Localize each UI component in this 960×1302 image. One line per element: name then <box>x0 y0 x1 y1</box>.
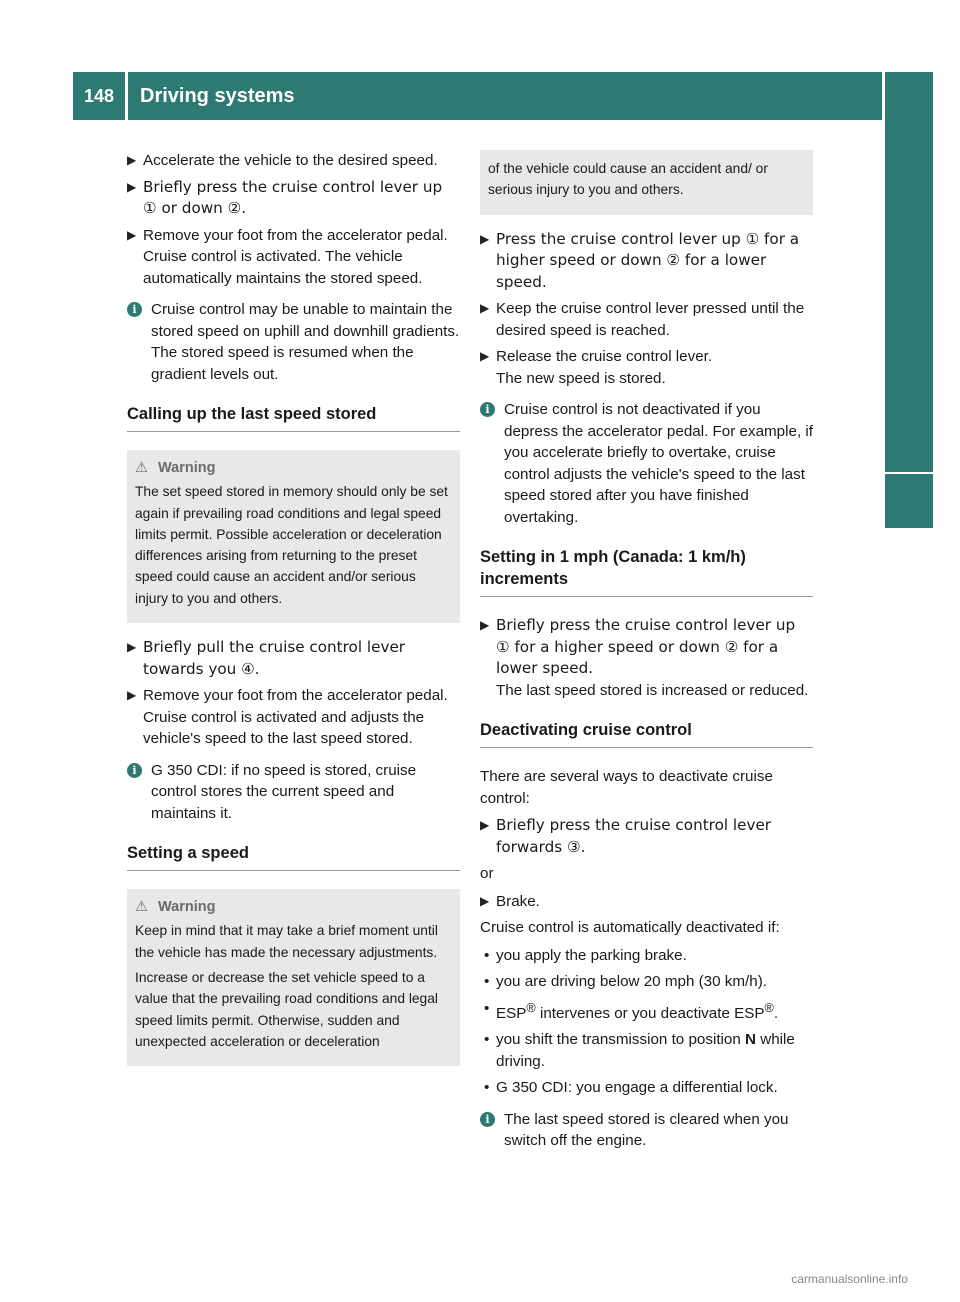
step <box>480 298 813 341</box>
section-heading: Setting a speed <box>127 842 460 871</box>
warning-box <box>127 889 460 1066</box>
info-icon: i <box>480 402 495 417</box>
step-arrow-icon: ▶ <box>127 640 137 655</box>
warning-triangle-icon: ⚠ <box>135 899 148 916</box>
left-column <box>127 150 460 1080</box>
step-result: The last speed stored is increased or reduced. <box>496 681 809 699</box>
step <box>127 150 460 172</box>
info-icon: i <box>480 1112 495 1127</box>
step-text: Keep the cruise control lever pressed until the desired speed is reached. <box>496 300 805 339</box>
warning-box <box>127 450 460 623</box>
warning-text: Keep in mind that it may take a brief moment until the vehicle has made the necessary adjustments. <box>135 923 438 960</box>
bullet-icon: • <box>484 946 490 964</box>
info-text: G 350 CDI: if no speed is stored, cruise control stores the current speed and maintains it. <box>151 761 417 822</box>
step-text: Brake. <box>496 892 540 910</box>
step-text: Release the cruise control lever. <box>496 348 713 366</box>
list-item <box>480 1029 813 1072</box>
list-item-text: while driving. <box>496 1031 795 1070</box>
page-number: 148 <box>73 72 125 120</box>
warning-title <box>135 897 452 918</box>
warning-triangle-icon: ⚠ <box>135 460 148 476</box>
warning-text: of the vehicle could cause an accident and/ or serious injury to you and others. <box>488 161 768 198</box>
step-text: Accelerate the vehicle to the desired speed. <box>143 152 438 169</box>
section-heading: Setting in 1 mph (Canada: 1 km/h) increments <box>480 546 813 597</box>
step <box>127 225 460 290</box>
step-arrow-icon: ▶ <box>480 349 490 364</box>
paragraph: Cruise control is automatically deactivated if: <box>480 919 780 937</box>
info-icon: i <box>127 302 142 317</box>
step-arrow-icon: ▶ <box>127 688 137 703</box>
step-arrow-icon: ▶ <box>127 179 137 194</box>
watermark: carmanualsonline.info <box>791 1272 908 1286</box>
list-item-text: you shift the transmission to position <box>496 1031 746 1049</box>
step <box>127 177 460 220</box>
step-result: Cruise control is activated. The vehicle automatically maintains the stored speed. <box>143 248 423 287</box>
list-item <box>480 1077 813 1099</box>
warning-title <box>135 458 452 479</box>
bullet-icon: • <box>484 1079 490 1097</box>
step-arrow-icon: ▶ <box>480 893 490 908</box>
warning-title-text: Warning <box>158 899 216 916</box>
paragraph: or <box>480 865 494 883</box>
list-item-text: ESP <box>496 1004 527 1022</box>
info-icon: i <box>127 763 142 778</box>
side-tab-label: Driving and parking <box>897 205 920 394</box>
info-note <box>127 760 460 825</box>
info-note <box>127 299 460 385</box>
step <box>127 685 460 750</box>
gear-position: N <box>745 1031 756 1049</box>
step-arrow-icon: ▶ <box>480 301 490 316</box>
info-text: Cruise control may be unable to maintain the stored speed on uphill and downhill gradients. The stored speed is resumed when the gradient levels out. <box>151 301 460 383</box>
step-arrow-icon: ▶ <box>127 153 137 167</box>
section-heading: Deactivating cruise control <box>480 719 813 748</box>
step-arrow-icon: ▶ <box>480 818 490 833</box>
info-note <box>480 399 813 528</box>
list-item <box>480 971 813 993</box>
paragraph: There are several ways to deactivate cruise control: <box>480 768 773 807</box>
warning-text: The set speed stored in memory should only be set again if prevailing road conditions and legal speed limits permit. Possible acceleration or deceleration differences arising from returning to the preset speed could cause an accident and/or serious injury to you and others. <box>135 484 448 606</box>
list-item-text: . <box>773 1004 779 1022</box>
step <box>480 891 813 913</box>
step-arrow-icon: ▶ <box>480 618 490 633</box>
step-result: Cruise control is activated and adjusts the vehicle's speed to the last speed stored. <box>143 708 425 748</box>
list-item-text: intervenes or you deactivate ESP <box>535 1004 765 1022</box>
step-arrow-icon: ▶ <box>480 231 490 246</box>
side-tab-marker <box>885 474 933 528</box>
page-title: Driving systems <box>128 72 882 120</box>
step-text: Briefly press the cruise control lever up ① or down ②. <box>143 177 443 217</box>
step <box>480 815 813 858</box>
step <box>480 346 813 389</box>
section-heading: Calling up the last speed stored <box>127 403 460 432</box>
info-text: The last speed stored is cleared when you switch off the engine. <box>504 1110 789 1150</box>
list-item <box>480 945 813 967</box>
list-item-text: G 350 CDI: you engage a differential lock. <box>496 1079 778 1097</box>
list-item-text: you are driving below 20 mph (30 km/h). <box>496 973 767 991</box>
registered-mark: ® <box>526 1000 536 1015</box>
warning-text: Increase or decrease the set vehicle speed to a value that the prevailing road conditions and legal speed limits permit. Otherwise, sudden and unexpected acceleration or deceleration <box>135 969 438 1049</box>
step <box>480 229 813 294</box>
right-column <box>480 150 813 1164</box>
step-text: Briefly press the cruise control lever up ① for a higher speed or down ② for a lower speed. <box>496 616 796 678</box>
step-text: Briefly press the cruise control lever forwards ③. <box>496 816 772 856</box>
step-text: Remove your foot from the accelerator pedal. <box>143 226 448 244</box>
step-text: Remove your foot from the accelerator pedal. <box>143 687 448 705</box>
bullet-icon: • <box>484 1031 490 1049</box>
warning-box-continued <box>480 150 813 215</box>
warning-title-text: Warning <box>158 460 216 476</box>
step-text: Press the cruise control lever up ① for a higher speed or down ② for a lower speed. <box>496 229 800 291</box>
list-item <box>480 998 813 1025</box>
step-result: The new speed is stored. <box>496 369 666 387</box>
step <box>480 615 813 701</box>
list-item-text: you apply the parking brake. <box>496 946 687 964</box>
step <box>127 637 460 680</box>
step-arrow-icon: ▶ <box>127 227 137 242</box>
bullet-icon: • <box>484 973 490 991</box>
bullet-icon: • <box>484 999 490 1017</box>
info-text: Cruise control is not deactivated if you depress the accelerator pedal. For example, if you accelerate briefly to overtake, cruise control adjusts the vehicle's speed to the last speed stored after you have finished overtaking. <box>504 401 813 526</box>
info-note <box>480 1109 813 1152</box>
side-tab-label-wrap <box>885 127 933 472</box>
step-text: Briefly pull the cruise control lever towards you ④. <box>143 638 406 678</box>
registered-mark: ® <box>764 1000 774 1015</box>
